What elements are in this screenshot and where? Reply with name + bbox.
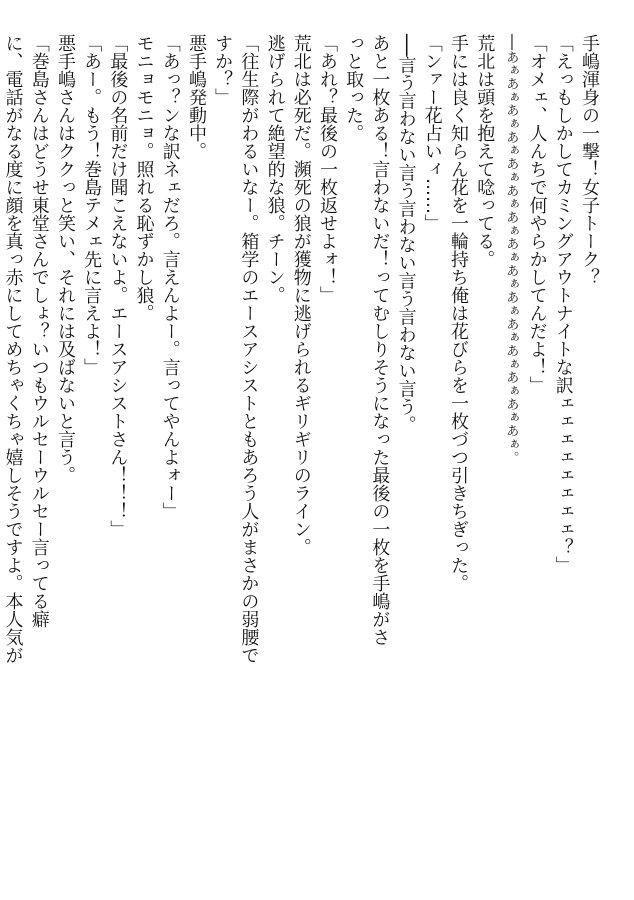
text-line: すか？」 — [212, 34, 234, 106]
vertical-text-block — [2, 34, 602, 874]
text-line: あと一枚ある！言わないだ！ってむしりそうになった最後の一枚を手嶋がさ — [369, 34, 391, 646]
text-line: 荒北は必死だ。瀕死の狼が獲物に逃げられるギリギリのライン。 — [290, 34, 312, 556]
text-line: 悪手嶋発動中。 — [185, 34, 207, 160]
text-line: 「最後の名前だけ聞こえないよ。エースアシストさん！！！」 — [107, 34, 129, 538]
text-line: ──言う言わない言う言わない言う言わない言う。 — [395, 34, 417, 434]
text-line: 「往生際がわるいなー。箱学のエースアシストともあろう人がまさかの弱腰で — [238, 34, 260, 664]
text-line: 逃げられて絶望的な狼。チーン。 — [264, 34, 286, 304]
text-line: 「あれ？最後の一枚返せよォ！」 — [316, 34, 338, 304]
text-line: 「えっもしかしてカミングアウトナイトな訳ェェェェェェェェ？」 — [552, 34, 574, 574]
text-line: 悪手嶋さんはククっと笑い、それには及ばないと言う。 — [54, 34, 76, 484]
text-line: 荒北は頭を抱えて唸ってる。 — [474, 34, 496, 268]
text-line: 「ンァー花占いィ……」 — [421, 34, 443, 232]
text-line: 「あっ？ンな訳ネェだろ。言えんよー。言ってやんよォー」 — [159, 34, 181, 520]
text-line: っと取った。 — [343, 34, 365, 142]
text-line: 「巻島さんはどうせ東堂さんでしょ？いつもウルセーウルセー言ってる癖 — [28, 34, 50, 628]
text-line: モニョモニョ。照れる恥ずかし狼。 — [133, 34, 155, 322]
text-line: 「あー。もう！巻島テメェ先に言えよ！」 — [81, 34, 103, 376]
text-line: 手嶋渾身の一撃！女子トーク？ — [579, 34, 600, 286]
text-line: 「オメェ、人んちで何やらかしてんだよ！」 — [526, 34, 548, 394]
text-line: ──あぁあぁあぁあぁあぁあぁあぁあぁあぁあぁあぁあぁあぁあぁあぁ。 — [503, 34, 519, 465]
text-line: に、電話がなる度に顔を真っ赤にしてめちゃくちゃ嬉しそうですよ。本人気が — [2, 34, 24, 664]
text-line: 手には良く知らん花を一輪持ち俺は花びらを一枚づつ引きちぎった。 — [447, 34, 469, 592]
